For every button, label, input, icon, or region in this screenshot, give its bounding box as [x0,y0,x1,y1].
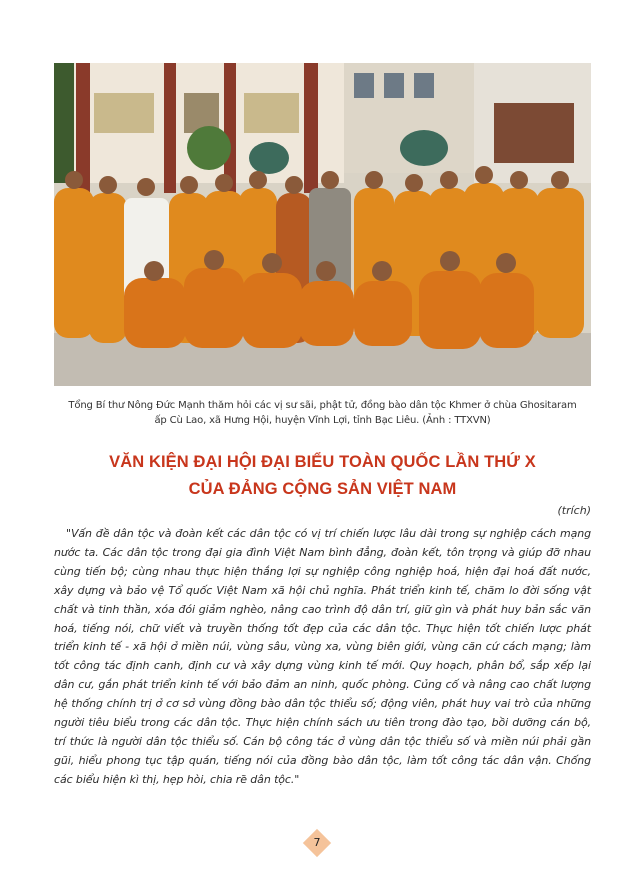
caption-line-2: ấp Cù Lao, xã Hưng Hội, huyện Vĩnh Lợi, tỉnh Bạc Liêu. (Ảnh : TTXVN) [154,415,491,426]
page-number: 7 [313,836,321,849]
excerpt-label: (trích) [557,504,591,517]
body-paragraph: "Vấn đề dân tộc và đoàn kết các dân tộc có vị trí chiến lược lâu dài trong sự nghiệp cách mạng nước ta. Các dân tộc trong đại gia đình Việt Nam bình đẳng, đoàn kết, tôn trọng và giúp đỡ nhau cùng tiến bộ; cùng nhau thực hiện thắng lợi sự nghiệp công nghiệp hoá, hiện đại hoá đất nước, xây dựng và bảo vệ Tổ quốc Việt Nam xã hội chủ nghĩa. Phát triển kinh tế, chăm lo đời sống vật chất và tinh thần, xóa đói giảm nghèo, nâng cao trình độ dân trí, giữ gìn và phát huy bản sắc văn hoá, tiếng nói, chữ viết và truyền thống tốt đẹp của các dân tộc. Thực hiện tốt chiến lược phát triển kinh tế - xã hội ở miền núi, vùng sâu, vùng xa, vùng biên giới, vùng căn cứ cách mạng; làm tốt công tác định canh, định cư và xây dựng vùng kinh tế mới. Quy hoạch, phân bổ, sắp xếp lại dân cư, gắn phát triển kinh tế với bảo đảm an ninh, quốc phòng. Củng cố và nâng cao chất lượng hệ thống chính trị ở cơ sở vùng đồng bào dân tộc thiểu số; động viên, phát huy vai trò của những người tiêu biểu trong các dân tộc. Thực hiện chính sách ưu tiên trong đào tạo, bồi dưỡng cán bộ, trí thức là người dân tộc thiểu số. Cán bộ công tác ở vùng dân tộc thiểu số và miền núi phải gần gũi, hiểu phong tục tập quán, tiếng nói của đồng bào dân tộc, làm tốt công tác dân vận. Chống các biểu hiện kì thị, hẹp hòi, chia rẽ dân tộc." [54,527,591,786]
photo-caption [54,398,591,428]
group-photo-icon [54,63,591,386]
caption-line-1: Tổng Bí thư Nông Đức Mạnh thăm hỏi các vị sư sãi, phật tử, đồng bào dân tộc Khmer ở chùa Ghositaram [68,400,577,411]
document-title [54,449,591,503]
page-number-badge [303,829,331,857]
group-photo [54,63,591,386]
title-line-1: VĂN KIỆN ĐẠI HỘI ĐẠI BIỂU TOÀN QUỐC LẦN THỨ X [109,453,536,471]
title-line-2: CỦA ĐẢNG CỘNG SẢN VIỆT NAM [188,480,457,498]
